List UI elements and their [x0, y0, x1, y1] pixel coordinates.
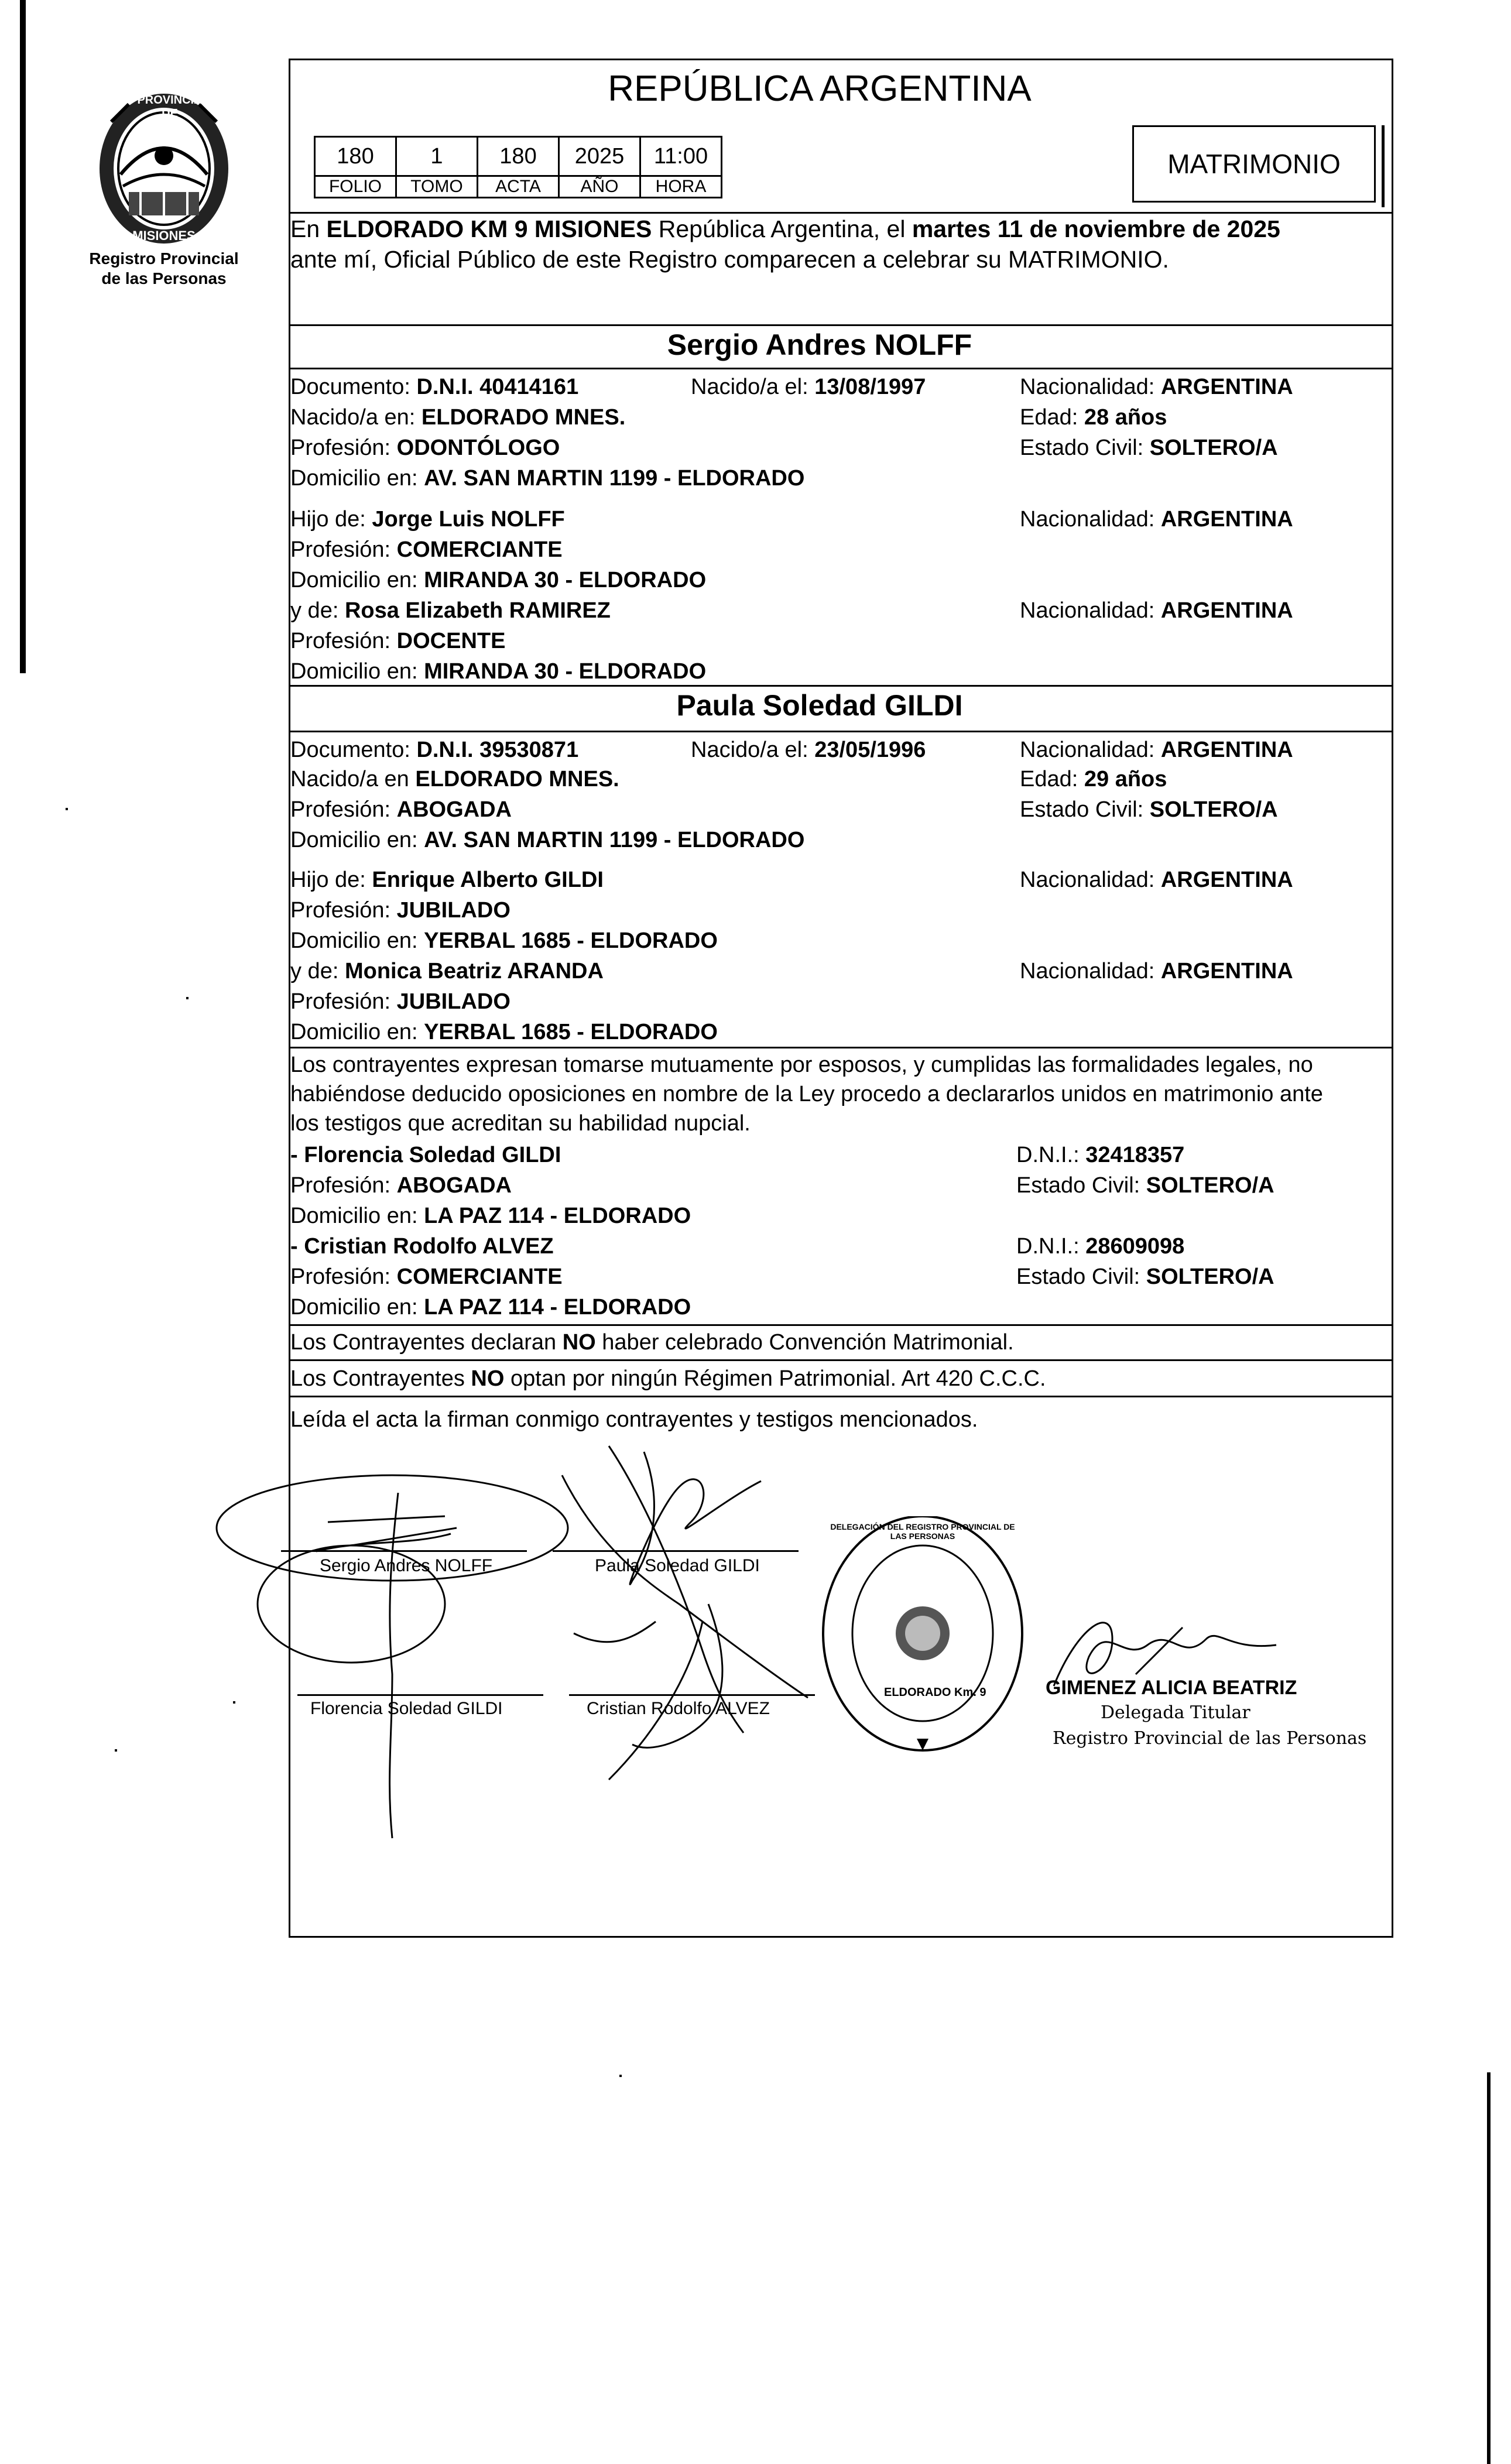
- groom-mother: y de: Rosa Elizabeth RAMIREZ: [290, 598, 611, 623]
- official-role: Delegada Titular: [1101, 1702, 1250, 1723]
- divider: [289, 1047, 1393, 1048]
- signature-label-witness1: Florencia Soledad GILDI: [310, 1699, 503, 1718]
- groom-profession: Profesión: ODONTÓLOGO: [290, 436, 560, 460]
- witness1-profession: Profesión: ABOGADA: [290, 1173, 512, 1198]
- groom-mother-profession: Profesión: DOCENTE: [290, 629, 506, 653]
- stamp-inner-text: ELDORADO Km. 9: [884, 1686, 986, 1699]
- declaration-line1: Los contrayentes expresan tomarse mutuamente por esposos, y cumplidas las formalidades legales, no: [290, 1053, 1313, 1077]
- witness2-address: Domicilio en: LA PAZ 114 - ELDORADO: [290, 1295, 691, 1320]
- witness2-dni: D.N.I.: 28609098: [1016, 1234, 1185, 1259]
- bride-mother-nationality: Nacionalidad: ARGENTINA: [1020, 959, 1293, 983]
- bride-father-address: Domicilio en: YERBAL 1685 - ELDORADO: [290, 928, 718, 953]
- tomo-value: 1: [396, 137, 478, 176]
- document-type-box: [1132, 125, 1376, 203]
- groom-civil-status: Estado Civil: SOLTERO/A: [1020, 436, 1278, 460]
- year-label: AÑO: [559, 176, 640, 198]
- groom-mother-nationality: Nacionalidad: ARGENTINA: [1020, 598, 1293, 623]
- official-org: Registro Provincial de las Personas: [1053, 1728, 1367, 1749]
- bride-nationality: Nacionalidad: ARGENTINA: [1020, 738, 1293, 762]
- groom-birthplace: Nacido/a en: ELDORADO MNES.: [290, 405, 626, 430]
- acta-value: 180: [478, 137, 559, 176]
- org-name-line1: Registro Provincial: [89, 249, 239, 268]
- groom-address: Domicilio en: AV. SAN MARTIN 1199 - ELDORADO: [290, 466, 805, 491]
- bride-mother-profession: Profesión: JUBILADO: [290, 989, 510, 1014]
- groom-father-address: Domicilio en: MIRANDA 30 - ELDORADO: [290, 568, 707, 592]
- logo-seal-text-top: PROVINCIA DE: [137, 94, 203, 120]
- divider: [289, 368, 1393, 369]
- ceremony-date: martes 11 de noviembre de 2025: [912, 215, 1280, 242]
- bride-birthdate: Nacido/a el: 23/05/1996: [691, 738, 926, 762]
- divider: [289, 1324, 1393, 1326]
- hour-value: 11:00: [640, 137, 722, 176]
- folio-label: FOLIO: [315, 176, 396, 198]
- groom-document: Documento: D.N.I. 40414161: [290, 375, 579, 399]
- bride-birthplace: Nacido/a en ELDORADO MNES.: [290, 767, 619, 791]
- logo-seal-text-bottom: MISIONES: [132, 228, 196, 243]
- groom-mother-address: Domicilio en: MIRANDA 30 - ELDORADO: [290, 659, 707, 684]
- intro-line1: En ELDORADO KM 9 MISIONES República Argentina, el martes 11 de noviembre de 2025: [290, 215, 1280, 242]
- convention-line2: Los Contrayentes NO optan por ningún Régimen Patrimonial. Art 420 C.C.C.: [290, 1366, 1046, 1391]
- stamp-ring-text: DELEGACIÓN DEL REGISTRO PROVINCIAL DE LAS PERSONAS: [830, 1522, 1015, 1541]
- bride-father-nationality: Nacionalidad: ARGENTINA: [1020, 868, 1293, 892]
- witness2-civil-status: Estado Civil: SOLTERO/A: [1016, 1264, 1274, 1289]
- left-margin-line: [20, 0, 26, 673]
- bride-father: Hijo de: Enrique Alberto GILDI: [290, 868, 604, 892]
- groom-name: Sergio Andres NOLFF: [667, 328, 972, 361]
- tomo-label: TOMO: [396, 176, 478, 198]
- witness2-profession: Profesión: COMERCIANTE: [290, 1264, 563, 1289]
- divider: [289, 731, 1393, 732]
- witness1-name: - Florencia Soledad GILDI: [290, 1143, 561, 1167]
- bride-age: Edad: 29 años: [1020, 767, 1167, 791]
- witness1-dni: D.N.I.: 32418357: [1016, 1143, 1185, 1167]
- intro-line2: ante mí, Oficial Público de este Registro comparecen a celebrar su MATRIMONIO.: [290, 246, 1169, 273]
- signature-label-groom: Sergio Andres NOLFF: [320, 1556, 493, 1575]
- bride-civil-status: Estado Civil: SOLTERO/A: [1020, 797, 1278, 822]
- divider: [289, 324, 1393, 326]
- hour-label: HORA: [640, 176, 722, 198]
- official-stamp: [817, 1516, 1028, 1762]
- acta-label: ACTA: [478, 176, 559, 198]
- witness2-name: - Cristian Rodolfo ALVEZ: [290, 1234, 554, 1259]
- groom-age: Edad: 28 años: [1020, 405, 1167, 430]
- groom-father-profession: Profesión: COMERCIANTE: [290, 537, 563, 562]
- groom-birthdate: Nacido/a el: 13/08/1997: [691, 375, 926, 399]
- bride-mother-address: Domicilio en: YERBAL 1685 - ELDORADO: [290, 1020, 718, 1044]
- signature-label-bride: Paula Soledad GILDI: [595, 1556, 760, 1575]
- bride-father-profession: Profesión: JUBILADO: [290, 898, 510, 923]
- bride-document: Documento: D.N.I. 39530871: [290, 738, 579, 762]
- doc-type-box-shadow: [1382, 125, 1385, 207]
- bride-profession: Profesión: ABOGADA: [290, 797, 512, 822]
- divider: [289, 685, 1393, 687]
- bride-address: Domicilio en: AV. SAN MARTIN 1199 - ELDORADO: [290, 828, 805, 852]
- declaration-line3: los testigos que acreditan su habilidad nupcial.: [290, 1111, 751, 1136]
- bride-name: Paula Soledad GILDI: [676, 689, 963, 722]
- folio-value: 180: [315, 137, 396, 176]
- convention-line1: Los Contrayentes declaran NO haber celebrado Convención Matrimonial.: [290, 1330, 1014, 1355]
- groom-nationality: Nacionalidad: ARGENTINA: [1020, 375, 1293, 399]
- year-value: 2025: [559, 137, 640, 176]
- country-title: REPÚBLICA ARGENTINA: [608, 68, 1032, 109]
- groom-father: Hijo de: Jorge Luis NOLFF: [290, 507, 565, 532]
- closing-statement: Leída el acta la firman conmigo contrayentes y testigos mencionados.: [290, 1407, 978, 1432]
- scan-dot: [186, 997, 189, 999]
- right-edge-mark: [1487, 2072, 1491, 2464]
- groom-father-nationality: Nacionalidad: ARGENTINA: [1020, 507, 1293, 532]
- document-type: MATRIMONIO: [1167, 149, 1341, 179]
- org-name-line2: de las Personas: [101, 269, 227, 287]
- declaration-line2: habiéndose deducido oposiciones en nombre de la Ley procedo a declararlos unidos en matrimonio ante: [290, 1082, 1323, 1106]
- bride-mother: y de: Monica Beatriz ARANDA: [290, 959, 604, 983]
- scan-dot: [66, 808, 68, 810]
- divider: [289, 1396, 1393, 1397]
- scan-dot: [619, 2075, 622, 2077]
- divider: [289, 1359, 1393, 1361]
- registry-table: [314, 136, 722, 198]
- divider: [289, 212, 1393, 214]
- official-name: GIMENEZ ALICIA BEATRIZ: [1046, 1677, 1297, 1699]
- witness1-address: Domicilio en: LA PAZ 114 - ELDORADO: [290, 1204, 691, 1228]
- witness1-civil-status: Estado Civil: SOLTERO/A: [1016, 1173, 1274, 1198]
- scan-dot: [115, 1749, 117, 1752]
- signature-label-witness2: Cristian Rodolfo ALVEZ: [587, 1699, 770, 1718]
- ceremony-place: ELDORADO KM 9 MISIONES: [326, 215, 652, 242]
